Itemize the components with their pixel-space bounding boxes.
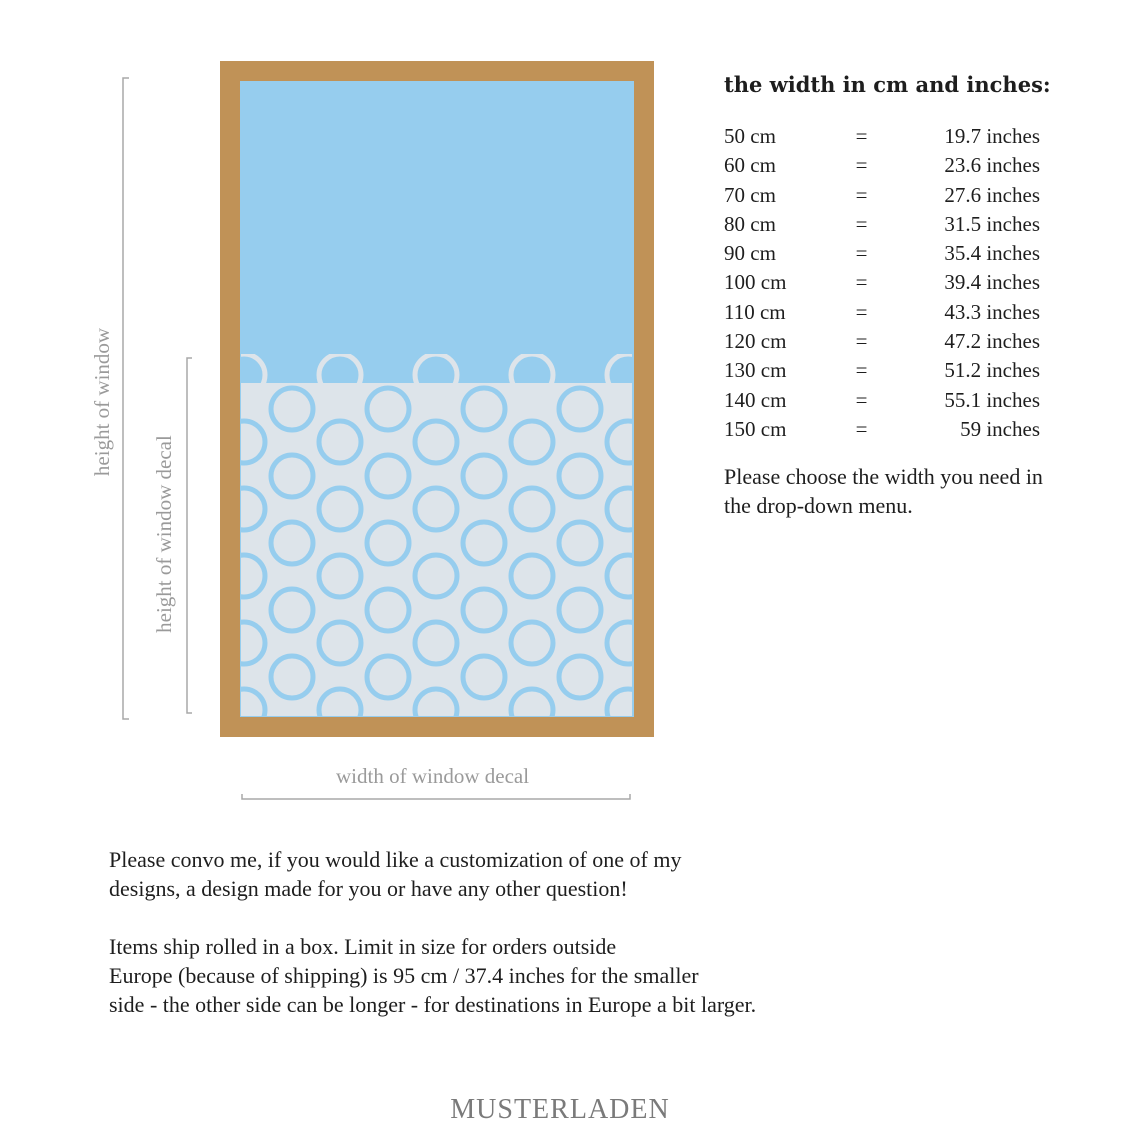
size-inches-value: 59 inches — [960, 416, 1040, 441]
height-of-window-bracket — [123, 78, 129, 719]
size-inches-value: 55.1 inches — [944, 387, 1040, 412]
size-table-row — [724, 388, 1054, 417]
size-table-row — [724, 358, 1054, 387]
size-inches-value: 19.7 inches — [944, 124, 1040, 148]
equals-sign: = — [855, 211, 868, 236]
equals-sign: = — [855, 153, 868, 178]
size-inches-value: 35.4 inches — [944, 241, 1040, 266]
decal-ring — [271, 790, 313, 820]
size-inches-value: 23.6 inches — [944, 153, 1040, 178]
size-inches-value: 47.2 inches — [944, 329, 1040, 354]
size-inches-value: 31.5 inches — [944, 211, 1040, 236]
equals-sign: = — [855, 270, 868, 295]
equals-sign: = — [855, 416, 868, 441]
size-inches-value: 43.3 inches — [944, 299, 1040, 324]
equals-sign: = — [855, 358, 868, 383]
decal-ring — [367, 790, 409, 820]
size-cm-value: 140 cm — [724, 387, 787, 412]
size-cm-value: 70 cm — [724, 182, 776, 207]
customization-note: Please convo me, if you would like a customization of one of my designs, a design made for you or have any other question! — [109, 847, 682, 901]
brand-logo-text: MUSTERLADEN — [450, 1094, 670, 1125]
size-conversion-panel — [724, 72, 1054, 520]
equals-sign: = — [855, 387, 868, 412]
size-table-row — [724, 300, 1054, 329]
width-of-decal-label: width of window decal — [336, 764, 530, 788]
size-inches-value: 39.4 inches — [944, 270, 1040, 295]
size-cm-value: 60 cm — [724, 153, 776, 178]
equals-sign: = — [855, 299, 868, 324]
height-of-window-label: height of window — [90, 327, 114, 477]
decal-ring — [559, 790, 601, 820]
choose-width-note: Please choose the width you need in the drop-down menu. — [724, 464, 1043, 519]
size-table-row — [724, 212, 1054, 241]
equals-sign: = — [855, 124, 868, 148]
decal-ring — [223, 756, 265, 798]
size-table-heading: the width in cm and inches: — [724, 72, 1051, 97]
decal-ring — [607, 756, 649, 798]
height-of-decal-label: height of window decal — [152, 435, 176, 633]
size-cm-value: 100 cm — [724, 270, 787, 295]
width-of-decal-bracket — [242, 794, 630, 799]
shipping-note: Items ship rolled in a box. Limit in size for orders outside Europe (because of shipping) is 95 cm / 37.4 inches for the smaller side - the other side can be longer - for destinations in Europe a bit larger. — [109, 934, 757, 1017]
size-inches-value: 27.6 inches — [944, 182, 1040, 207]
size-table-row — [724, 270, 1054, 299]
size-cm-value: 80 cm — [724, 211, 776, 236]
size-table-row — [724, 153, 1054, 182]
size-cm-value: 50 cm — [724, 124, 776, 148]
size-inches-value: 51.2 inches — [944, 358, 1040, 383]
size-table-row — [724, 329, 1054, 358]
size-cm-value: 120 cm — [724, 329, 787, 354]
size-cm-value: 130 cm — [724, 358, 787, 383]
size-cm-value: 90 cm — [724, 241, 776, 266]
size-table-row — [724, 124, 1054, 153]
height-of-decal-bracket — [187, 358, 192, 713]
equals-sign: = — [855, 241, 868, 266]
window-decal — [223, 354, 649, 820]
decal-ring — [463, 790, 505, 820]
size-table-row — [724, 183, 1054, 212]
equals-sign: = — [855, 329, 868, 354]
size-table-row — [724, 241, 1054, 270]
size-cm-value: 150 cm — [724, 416, 787, 441]
size-table — [724, 124, 1054, 446]
equals-sign: = — [855, 182, 868, 207]
size-table-row — [724, 417, 1054, 446]
size-cm-value: 110 cm — [724, 299, 786, 324]
